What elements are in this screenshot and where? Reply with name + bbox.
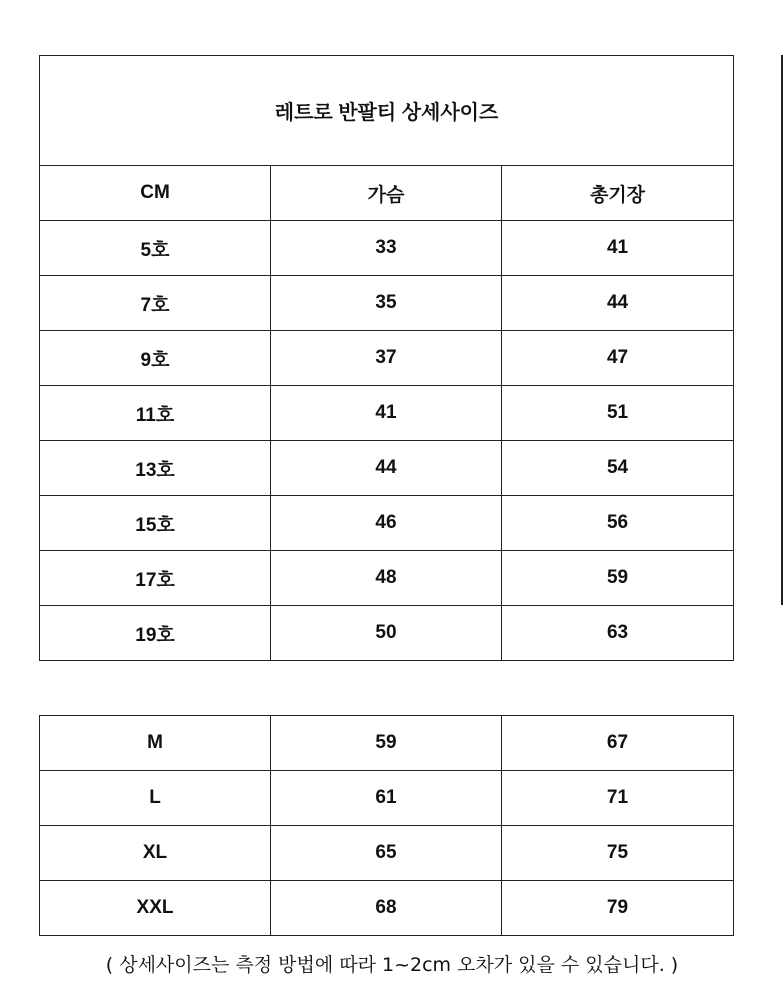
chest-cell: 46 <box>271 496 502 551</box>
length-cell: 54 <box>502 441 734 496</box>
size-cell: 9호 <box>40 331 271 386</box>
table-row <box>40 496 734 551</box>
table-row <box>40 331 734 386</box>
kids-size-table <box>39 55 734 661</box>
size-cell: 13호 <box>40 441 271 496</box>
size-cell: 11호 <box>40 386 271 441</box>
length-cell: 44 <box>502 276 734 331</box>
adult-size-table <box>39 715 734 936</box>
table-row <box>40 771 734 826</box>
table-title: 레트로 반팔티 상세사이즈 <box>40 56 734 166</box>
chest-cell: 61 <box>271 771 502 826</box>
table-row <box>40 826 734 881</box>
measurement-footnote: ( 상세사이즈는 측정 방법에 따라 1~2cm 오차가 있을 수 있습니다. ) <box>105 954 679 976</box>
chest-cell: 41 <box>271 386 502 441</box>
header-chest: 가슴 <box>271 166 502 221</box>
size-cell: 15호 <box>40 496 271 551</box>
length-cell: 63 <box>502 606 734 661</box>
length-cell: 59 <box>502 551 734 606</box>
size-cell: L <box>40 771 271 826</box>
right-edge-rule <box>781 55 783 605</box>
table-row <box>40 606 734 661</box>
length-cell: 51 <box>502 386 734 441</box>
length-cell: 79 <box>502 881 734 936</box>
length-cell: 71 <box>502 771 734 826</box>
table-row <box>40 551 734 606</box>
table-row <box>40 441 734 496</box>
table-row <box>40 881 734 936</box>
size-cell: 19호 <box>40 606 271 661</box>
length-cell: 75 <box>502 826 734 881</box>
table-row <box>40 386 734 441</box>
length-cell: 56 <box>502 496 734 551</box>
size-cell: 5호 <box>40 221 271 276</box>
size-cell: XXL <box>40 881 271 936</box>
table-row <box>40 276 734 331</box>
header-row <box>40 166 734 221</box>
chest-cell: 50 <box>271 606 502 661</box>
length-cell: 67 <box>502 716 734 771</box>
title-row <box>40 56 734 166</box>
size-cell: M <box>40 716 271 771</box>
table-row <box>40 716 734 771</box>
table-row <box>40 221 734 276</box>
chest-cell: 35 <box>271 276 502 331</box>
header-length: 총기장 <box>502 166 734 221</box>
header-unit: CM <box>40 166 271 221</box>
size-cell: 7호 <box>40 276 271 331</box>
length-cell: 47 <box>502 331 734 386</box>
length-cell: 41 <box>502 221 734 276</box>
chest-cell: 37 <box>271 331 502 386</box>
chest-cell: 44 <box>271 441 502 496</box>
chest-cell: 33 <box>271 221 502 276</box>
size-cell: XL <box>40 826 271 881</box>
size-cell: 17호 <box>40 551 271 606</box>
chest-cell: 48 <box>271 551 502 606</box>
chest-cell: 68 <box>271 881 502 936</box>
chest-cell: 59 <box>271 716 502 771</box>
chest-cell: 65 <box>271 826 502 881</box>
